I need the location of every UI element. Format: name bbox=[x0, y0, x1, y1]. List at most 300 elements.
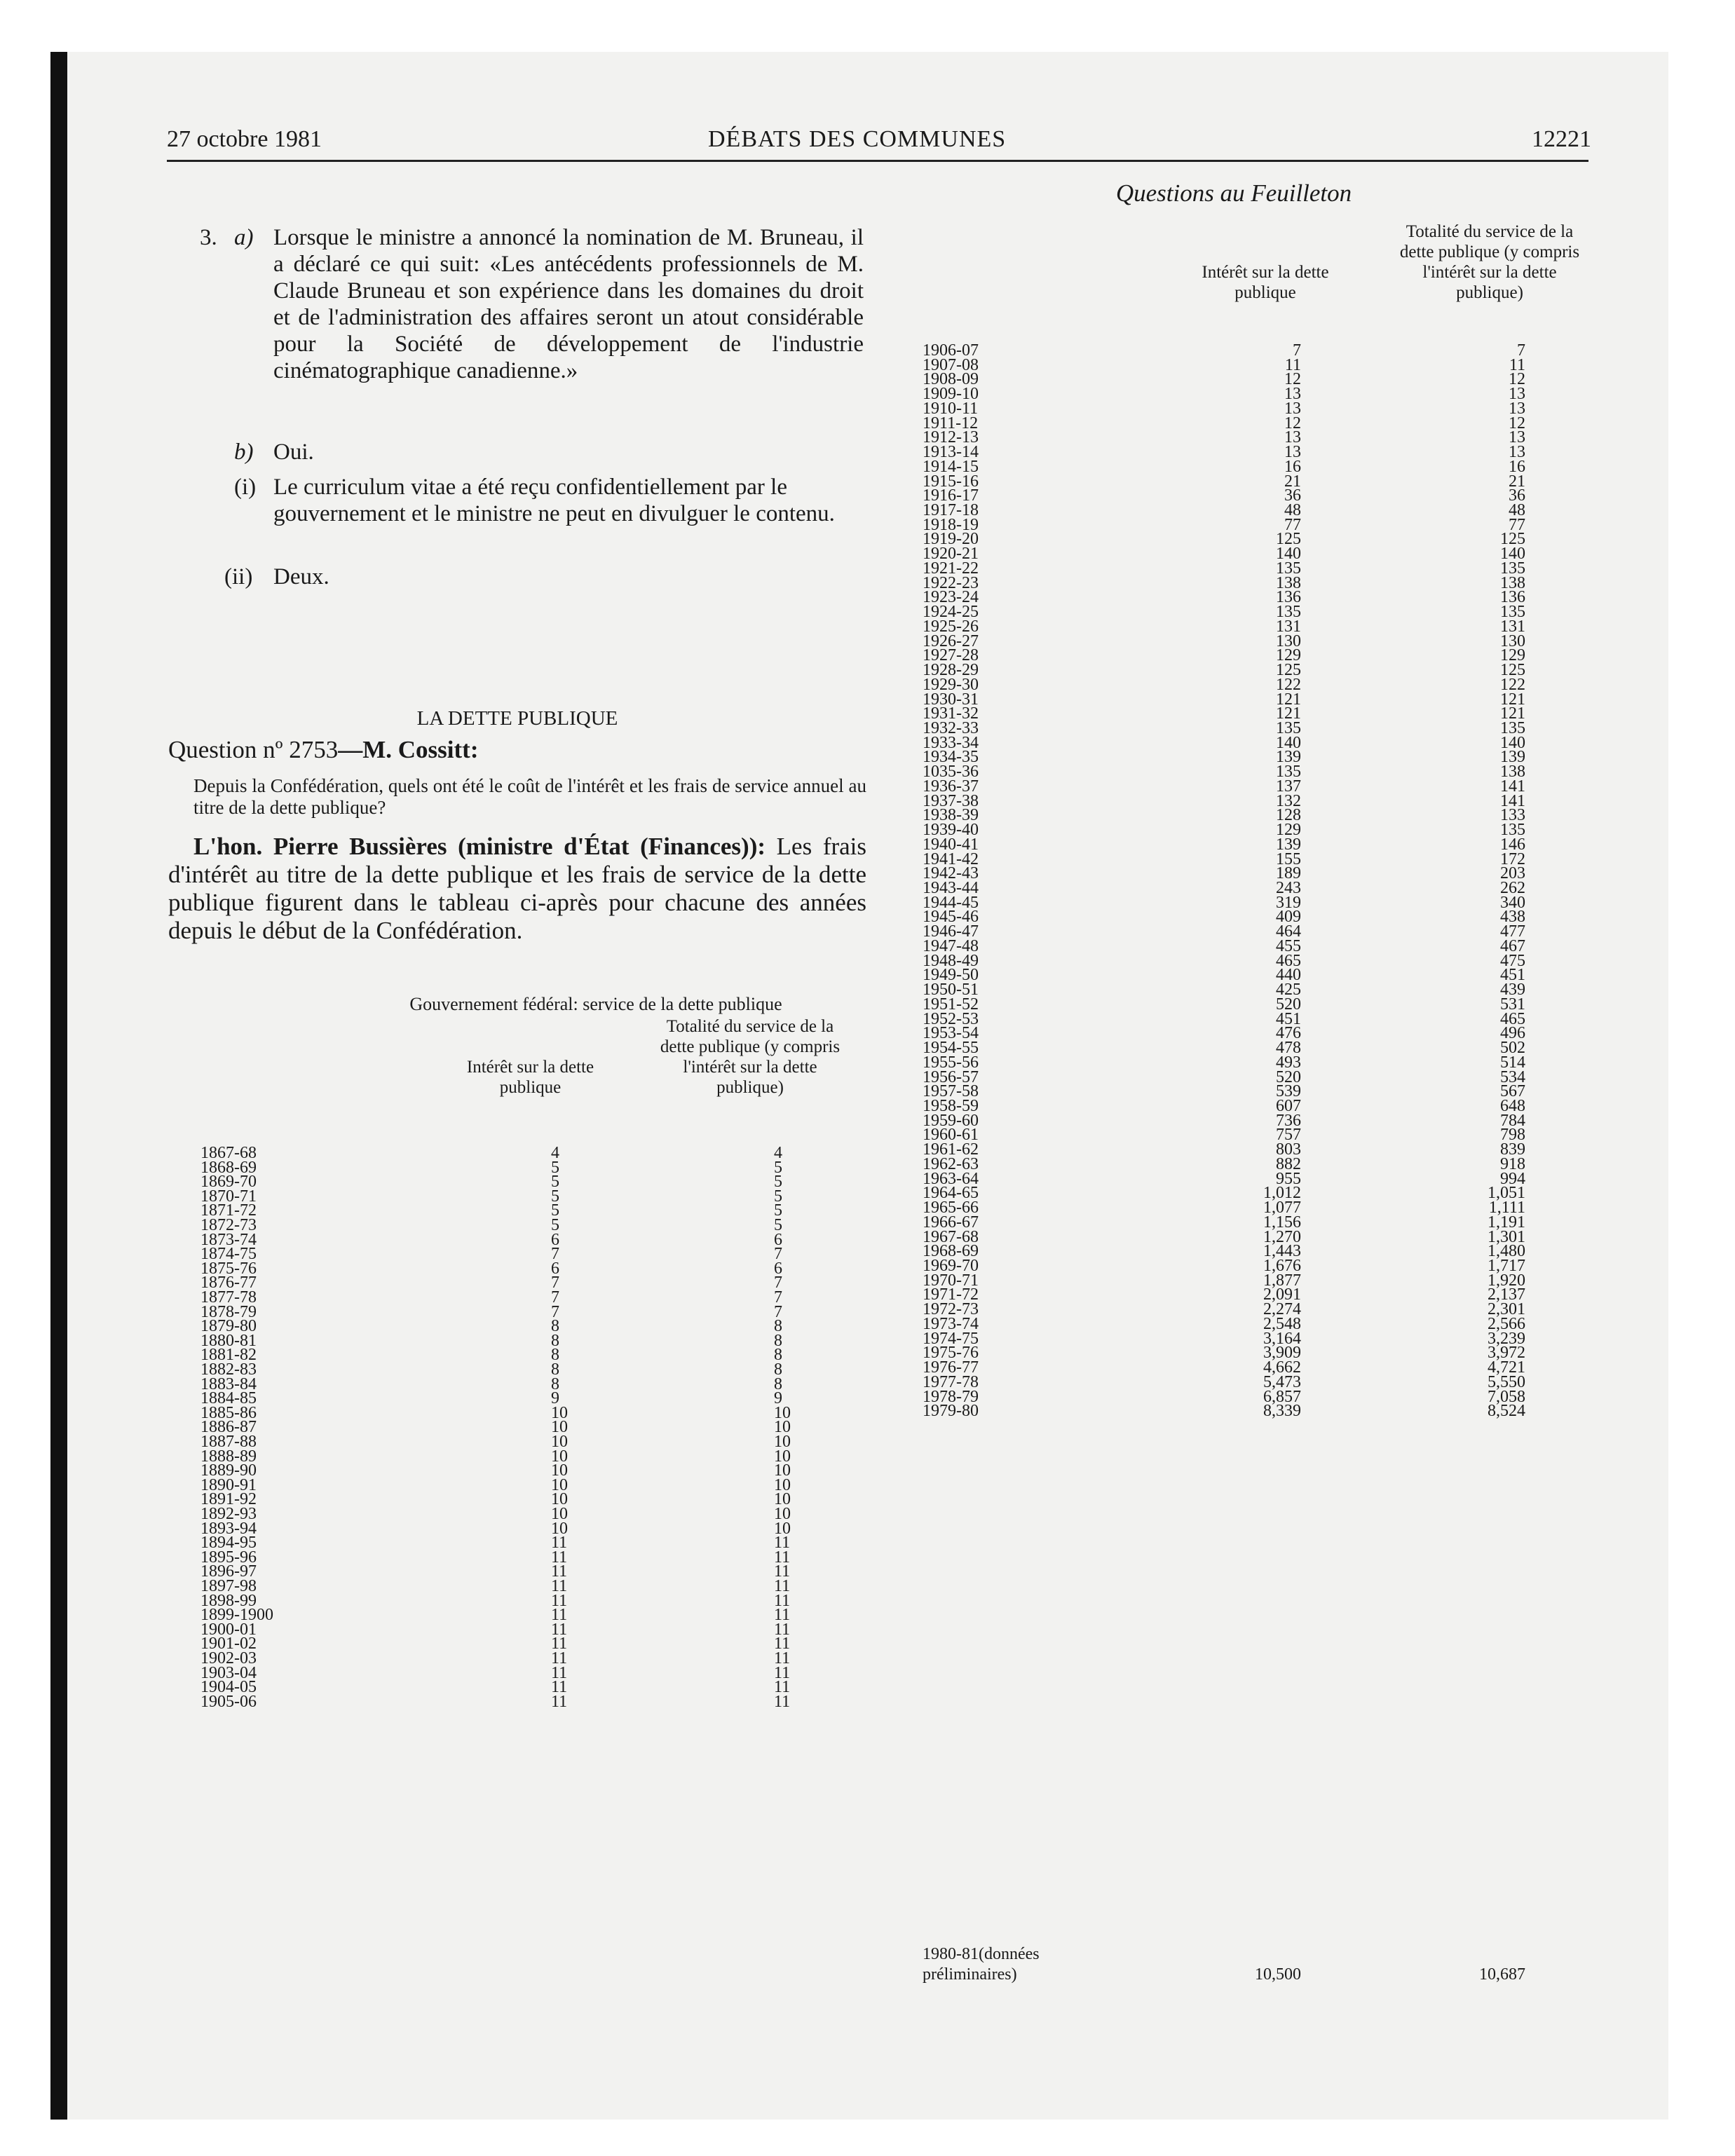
table-row bbox=[200, 1651, 831, 1665]
table-row bbox=[923, 486, 1553, 505]
table-row bbox=[923, 1344, 1553, 1363]
row-year: 1874-75 bbox=[200, 1245, 257, 1264]
table-row bbox=[923, 777, 1553, 796]
section-title: Questions au Feuilleton bbox=[1115, 179, 1352, 207]
table-row bbox=[200, 1302, 831, 1321]
row-total: 784 bbox=[1500, 1111, 1525, 1130]
row-year: 1946-47 bbox=[923, 922, 979, 941]
row-interest: 13 bbox=[1284, 399, 1301, 418]
row-total: 11 bbox=[774, 1577, 791, 1595]
row-total: 11 bbox=[774, 1562, 791, 1581]
row-year: 1938-39 bbox=[923, 806, 979, 825]
row-total: 3,972 bbox=[1488, 1344, 1525, 1363]
row-total: 10 bbox=[774, 1475, 791, 1494]
table-row bbox=[923, 457, 1553, 476]
left-col-header-total: Totalité du service de la dette publique (y compris l'intérêt sur la dette publique) bbox=[660, 1017, 841, 1097]
row-total: 135 bbox=[1500, 821, 1525, 840]
row-total: 531 bbox=[1500, 995, 1525, 1014]
table-row bbox=[923, 1067, 1553, 1086]
row-total: 10 bbox=[774, 1403, 791, 1422]
row-total: 3,239 bbox=[1488, 1329, 1525, 1348]
row-total: 7 bbox=[774, 1288, 782, 1306]
row-year: 1910-11 bbox=[923, 399, 979, 418]
table-row bbox=[923, 1169, 1553, 1188]
row-total: 13 bbox=[1509, 443, 1525, 462]
row-total: 11 bbox=[774, 1534, 791, 1553]
row-year: 1881-82 bbox=[200, 1346, 257, 1365]
row-year: 1875-76 bbox=[200, 1259, 257, 1278]
table-row bbox=[923, 852, 1553, 866]
table-row bbox=[923, 1053, 1553, 1072]
row-interest: 7 bbox=[1293, 341, 1301, 360]
table-caption: Gouvernement fédéral: service de la dette publique bbox=[409, 994, 782, 1014]
row-interest: 478 bbox=[1276, 1039, 1301, 1058]
question-member: —M. Cossitt: bbox=[338, 736, 479, 763]
row-year: 1903-04 bbox=[200, 1663, 257, 1682]
row-total: 10 bbox=[774, 1519, 791, 1538]
row-year: 1956-57 bbox=[923, 1067, 979, 1086]
table-row bbox=[923, 603, 1553, 622]
row-year: 1962-63 bbox=[923, 1154, 979, 1173]
table-row bbox=[923, 370, 1553, 389]
scan-border bbox=[50, 52, 67, 2120]
row-year: 1965-66 bbox=[923, 1199, 979, 1217]
row-total: 10 bbox=[774, 1461, 791, 1480]
row-interest: 1,156 bbox=[1263, 1213, 1301, 1231]
row-year: 1872-73 bbox=[200, 1216, 257, 1234]
row-year: 1937-38 bbox=[923, 791, 979, 810]
row-interest: 125 bbox=[1276, 661, 1301, 680]
row-interest: 10 bbox=[551, 1505, 568, 1523]
row-interest: 129 bbox=[1276, 821, 1301, 840]
row-interest: 455 bbox=[1276, 936, 1301, 955]
row-total: 262 bbox=[1500, 879, 1525, 897]
row-total: 8 bbox=[774, 1317, 782, 1336]
row-total: 136 bbox=[1500, 588, 1525, 607]
row-total: 10 bbox=[774, 1490, 791, 1509]
table-row bbox=[923, 385, 1553, 404]
row-year: 1966-67 bbox=[923, 1213, 979, 1231]
table-row bbox=[200, 1187, 831, 1206]
row-total: 12 bbox=[1509, 370, 1525, 389]
row-total: 9 bbox=[774, 1389, 782, 1408]
table-row bbox=[200, 1435, 831, 1449]
row-year: 1871-72 bbox=[200, 1201, 257, 1220]
row-interest: 21 bbox=[1284, 472, 1301, 491]
table-row bbox=[200, 1620, 831, 1639]
row-year: 1978-79 bbox=[923, 1387, 979, 1406]
row-year: 1904-05 bbox=[200, 1678, 257, 1697]
row-interest: 13 bbox=[1284, 385, 1301, 404]
row-total: 11 bbox=[774, 1692, 791, 1711]
row-total: 475 bbox=[1500, 951, 1525, 970]
row-year: 1902-03 bbox=[200, 1649, 257, 1667]
row-interest: 11 bbox=[1284, 355, 1301, 374]
row-total: 1,920 bbox=[1488, 1271, 1525, 1290]
row-total: 8,524 bbox=[1488, 1402, 1525, 1421]
row-year: 1884-85 bbox=[200, 1389, 257, 1408]
row-interest: 5,473 bbox=[1263, 1372, 1301, 1391]
table-row bbox=[923, 1024, 1553, 1043]
row-total: 139 bbox=[1500, 748, 1525, 767]
row-year: 1877-78 bbox=[200, 1288, 257, 1306]
question-number: Question nº 2753 bbox=[168, 736, 339, 763]
row-year: 1886-87 bbox=[200, 1418, 257, 1437]
row-total: 133 bbox=[1500, 806, 1525, 825]
header-title: DÉBATS DES COMMUNES bbox=[708, 126, 1007, 152]
table-row bbox=[200, 1317, 831, 1336]
row-total: 141 bbox=[1500, 791, 1525, 810]
table-row bbox=[200, 1146, 831, 1160]
row-interest: 130 bbox=[1276, 632, 1301, 650]
row-year: 1941-42 bbox=[923, 850, 979, 868]
table-row bbox=[923, 617, 1553, 636]
table-row bbox=[923, 806, 1553, 825]
row-interest: 12 bbox=[1284, 370, 1301, 389]
row-interest: 5 bbox=[551, 1158, 559, 1177]
row-interest: 155 bbox=[1276, 850, 1301, 868]
row-total: 465 bbox=[1500, 1009, 1525, 1028]
table-row bbox=[923, 646, 1553, 665]
row-total: 7 bbox=[774, 1274, 782, 1292]
row-total: 13 bbox=[1509, 428, 1525, 447]
row-total: 10 bbox=[774, 1447, 791, 1466]
row-interest: 135 bbox=[1276, 603, 1301, 622]
row-interest: 520 bbox=[1276, 1067, 1301, 1086]
row-year: 1949-50 bbox=[923, 966, 979, 985]
table-row bbox=[923, 966, 1553, 985]
answer-paragraph bbox=[168, 833, 866, 945]
table-row bbox=[923, 1227, 1553, 1246]
row-total: 5 bbox=[774, 1158, 782, 1177]
table-row bbox=[923, 1201, 1553, 1215]
table-row bbox=[923, 341, 1553, 360]
row-year: 1880-81 bbox=[200, 1331, 257, 1350]
row-total: 7 bbox=[774, 1302, 782, 1321]
table-row bbox=[923, 835, 1553, 854]
row-year: 1916-17 bbox=[923, 486, 979, 505]
row-interest: 10 bbox=[551, 1433, 568, 1451]
row-year: 1873-74 bbox=[200, 1230, 257, 1249]
row-year: 1970-71 bbox=[923, 1271, 979, 1290]
row-year: 1976-77 bbox=[923, 1358, 979, 1377]
row-interest: 122 bbox=[1276, 675, 1301, 694]
table-row bbox=[923, 1285, 1553, 1304]
table-row bbox=[923, 692, 1553, 707]
row-interest: 140 bbox=[1276, 733, 1301, 752]
row-year: 1888-89 bbox=[200, 1447, 257, 1466]
row-total: 11 bbox=[774, 1606, 791, 1625]
table-row bbox=[200, 1218, 831, 1232]
row-total: 5 bbox=[774, 1216, 782, 1234]
table-row bbox=[200, 1374, 831, 1393]
row-interest: 9 bbox=[551, 1389, 559, 1408]
row-year: 1894-95 bbox=[200, 1534, 257, 1553]
row-year: 1934-35 bbox=[923, 748, 979, 767]
row-year: 1926-27 bbox=[923, 632, 979, 650]
table-row bbox=[923, 1387, 1553, 1406]
row-interest: 8,339 bbox=[1263, 1402, 1301, 1421]
table-row bbox=[923, 416, 1553, 430]
row-interest: 139 bbox=[1276, 748, 1301, 767]
table-row bbox=[923, 1329, 1553, 1348]
table-row bbox=[923, 893, 1553, 912]
table-row bbox=[923, 1142, 1553, 1157]
row-year: 1906-07 bbox=[923, 341, 979, 360]
row-year: 1892-93 bbox=[200, 1505, 257, 1523]
row-interest: 11 bbox=[551, 1591, 568, 1610]
row-total: 4 bbox=[774, 1144, 782, 1162]
table-row-final bbox=[923, 1947, 1553, 1988]
row-interest: 451 bbox=[1276, 1009, 1301, 1028]
row-interest: 132 bbox=[1276, 791, 1301, 810]
table-row bbox=[200, 1276, 831, 1290]
table-row bbox=[200, 1360, 831, 1379]
row-year: 1977-78 bbox=[923, 1372, 979, 1391]
row-total: 439 bbox=[1500, 981, 1525, 999]
row-interest: 11 bbox=[551, 1577, 568, 1595]
row-total: 125 bbox=[1500, 530, 1525, 549]
row-year: 1870-71 bbox=[200, 1187, 257, 1206]
row-total: 567 bbox=[1500, 1082, 1525, 1101]
row-interest: 803 bbox=[1276, 1140, 1301, 1159]
row-total: 2,301 bbox=[1488, 1300, 1525, 1319]
table-row bbox=[200, 1418, 831, 1437]
row-interest: 138 bbox=[1276, 573, 1301, 592]
table-row bbox=[200, 1403, 831, 1422]
table-row bbox=[923, 821, 1553, 840]
row-total: 6 bbox=[774, 1230, 782, 1249]
row-interest: 10 bbox=[551, 1447, 568, 1466]
row-total: 1,191 bbox=[1488, 1213, 1525, 1231]
row-year: 1896-97 bbox=[200, 1562, 257, 1581]
row-year: 1909-10 bbox=[923, 385, 979, 404]
row-total: 48 bbox=[1509, 501, 1525, 520]
row-total: 141 bbox=[1500, 777, 1525, 796]
row-interest: 12 bbox=[1284, 414, 1301, 432]
row-year: 1885-86 bbox=[200, 1403, 257, 1422]
row-total: 138 bbox=[1500, 763, 1525, 782]
row-interest: 121 bbox=[1276, 704, 1301, 723]
row-interest: 5 bbox=[551, 1216, 559, 1234]
table-row bbox=[200, 1678, 831, 1697]
row-total: 122 bbox=[1500, 675, 1525, 694]
row-interest: 10 bbox=[551, 1519, 568, 1538]
table-row bbox=[923, 588, 1553, 607]
table-row bbox=[200, 1519, 831, 1538]
row-year: 1889-90 bbox=[200, 1461, 257, 1480]
row-interest: 8 bbox=[551, 1360, 559, 1379]
row-interest: 11 bbox=[551, 1649, 568, 1667]
table-row bbox=[923, 983, 1553, 997]
row-interest: 11 bbox=[551, 1692, 568, 1711]
table-row bbox=[923, 1215, 1553, 1229]
row-interest: 16 bbox=[1284, 457, 1301, 476]
table-row bbox=[923, 1314, 1553, 1333]
row-year: 1936-37 bbox=[923, 777, 979, 796]
table-row bbox=[923, 428, 1553, 447]
row-total: 8 bbox=[774, 1360, 782, 1379]
row-interest: 13 bbox=[1284, 443, 1301, 462]
row-year: 1929-30 bbox=[923, 675, 979, 694]
row-interest: 11 bbox=[551, 1606, 568, 1625]
answer-text: Les frais d'intérêt au titre de la dette publique et les frais de service de la dette publique figurent dans le tableau ci-après pour chacune des années depuis le début de la Confédération. bbox=[168, 833, 867, 944]
row-year: 1912-13 bbox=[923, 428, 979, 447]
table-row bbox=[923, 763, 1553, 782]
row-year: 1915-16 bbox=[923, 472, 979, 491]
row-interest: 736 bbox=[1276, 1111, 1301, 1130]
table-row bbox=[200, 1389, 831, 1408]
row-year: 1961-62 bbox=[923, 1140, 979, 1159]
row-total: 7 bbox=[774, 1245, 782, 1264]
table-row bbox=[923, 530, 1553, 549]
final-year-line1: 1980-81(données bbox=[923, 1945, 1040, 1963]
row-total: 13 bbox=[1509, 399, 1525, 418]
row-interest: 2,274 bbox=[1263, 1300, 1301, 1319]
row-total: 135 bbox=[1500, 603, 1525, 622]
row-year: 1901-02 bbox=[200, 1635, 257, 1653]
row-total: 121 bbox=[1500, 704, 1525, 723]
row-interest: 2,091 bbox=[1263, 1285, 1301, 1304]
row-year: 1958-59 bbox=[923, 1096, 979, 1115]
row-year: 1035-36 bbox=[923, 763, 979, 782]
table-row bbox=[923, 1096, 1553, 1115]
row-interest: 8 bbox=[551, 1331, 559, 1350]
table-row bbox=[923, 661, 1553, 680]
row-interest: 8 bbox=[551, 1346, 559, 1365]
row-total: 2,566 bbox=[1488, 1314, 1525, 1333]
row-year: 1895-96 bbox=[200, 1548, 257, 1567]
header-rule bbox=[167, 160, 1588, 162]
row-total: 438 bbox=[1500, 908, 1525, 927]
table-row bbox=[200, 1230, 831, 1249]
row-interest: 135 bbox=[1276, 559, 1301, 578]
row-interest: 10 bbox=[551, 1403, 568, 1422]
row-interest: 13 bbox=[1284, 428, 1301, 447]
row-year: 1911-12 bbox=[923, 414, 979, 432]
row-total: 6 bbox=[774, 1259, 782, 1278]
row-interest: 1,270 bbox=[1263, 1227, 1301, 1246]
table-row bbox=[923, 864, 1553, 883]
row-interest: 5 bbox=[551, 1201, 559, 1220]
row-year: 1942-43 bbox=[923, 864, 979, 883]
row-year: 1964-65 bbox=[923, 1184, 979, 1203]
row-interest: 5 bbox=[551, 1187, 559, 1206]
row-year: 1905-06 bbox=[200, 1692, 257, 1711]
row-year: 1963-64 bbox=[923, 1169, 979, 1188]
row-year: 1930-31 bbox=[923, 690, 979, 709]
table-row bbox=[923, 573, 1553, 592]
row-total: 11 bbox=[774, 1649, 791, 1667]
table-row bbox=[200, 1579, 831, 1593]
row-interest: 757 bbox=[1276, 1126, 1301, 1145]
row-total: 1,480 bbox=[1488, 1242, 1525, 1261]
row-total: 140 bbox=[1500, 733, 1525, 752]
row-year: 1887-88 bbox=[200, 1433, 257, 1451]
table-row bbox=[200, 1591, 831, 1610]
row-interest: 8 bbox=[551, 1317, 559, 1336]
row-year: 1944-45 bbox=[923, 893, 979, 912]
table-row bbox=[923, 501, 1553, 520]
table-row bbox=[923, 545, 1553, 564]
row-year: 1890-91 bbox=[200, 1475, 257, 1494]
row-total: 135 bbox=[1500, 718, 1525, 737]
table-row bbox=[923, 1300, 1553, 1319]
row-year: 1868-69 bbox=[200, 1158, 257, 1177]
row-year: 1957-58 bbox=[923, 1082, 979, 1101]
table-row bbox=[200, 1346, 831, 1365]
row-interest: 4,662 bbox=[1263, 1358, 1301, 1377]
row-interest: 131 bbox=[1276, 617, 1301, 636]
table-row bbox=[200, 1259, 831, 1278]
table-row bbox=[200, 1534, 831, 1553]
row-interest: 11 bbox=[551, 1534, 568, 1553]
row-interest: 440 bbox=[1276, 966, 1301, 985]
table-row bbox=[923, 733, 1553, 752]
page-number: 12221 bbox=[1532, 126, 1591, 152]
row-year: 1922-23 bbox=[923, 573, 979, 592]
row-year: 1973-74 bbox=[923, 1314, 979, 1333]
row-total: 10 bbox=[774, 1433, 791, 1451]
row-year: 1955-56 bbox=[923, 1053, 979, 1072]
row-year: 1967-68 bbox=[923, 1227, 979, 1246]
row-total: 11 bbox=[774, 1635, 791, 1653]
row-year: 1954-55 bbox=[923, 1039, 979, 1058]
row-interest: 135 bbox=[1276, 718, 1301, 737]
row-year: 1960-61 bbox=[923, 1126, 979, 1145]
table-row bbox=[923, 951, 1553, 970]
row-year: 1899-1900 bbox=[200, 1606, 273, 1625]
row-year: 1959-60 bbox=[923, 1111, 979, 1130]
row-year: 1927-28 bbox=[923, 646, 979, 665]
row-interest: 476 bbox=[1276, 1024, 1301, 1043]
row-total: 7,058 bbox=[1488, 1387, 1525, 1406]
row-interest: 10 bbox=[551, 1461, 568, 1480]
row-year: 1979-80 bbox=[923, 1402, 979, 1421]
row-total: 130 bbox=[1500, 632, 1525, 650]
row-total: 994 bbox=[1500, 1169, 1525, 1188]
row-interest: 955 bbox=[1276, 1169, 1301, 1188]
table-row bbox=[200, 1637, 831, 1651]
table-row bbox=[200, 1507, 831, 1521]
row-interest: 7 bbox=[551, 1245, 559, 1264]
table-row bbox=[923, 718, 1553, 737]
row-year: 1975-76 bbox=[923, 1344, 979, 1363]
row-total: 36 bbox=[1509, 486, 1525, 505]
row-interest: 121 bbox=[1276, 690, 1301, 709]
left-col-header-interest: Intérêt sur la dette publique bbox=[466, 1058, 594, 1097]
row-total: 534 bbox=[1500, 1067, 1525, 1086]
row-total: 8 bbox=[774, 1346, 782, 1365]
row-interest: 7 bbox=[551, 1288, 559, 1306]
table-row bbox=[923, 634, 1553, 648]
final-interest: 10,500 bbox=[1255, 1965, 1301, 1984]
row-total: 451 bbox=[1500, 966, 1525, 985]
row-year: 1972-73 bbox=[923, 1300, 979, 1319]
row-interest: 140 bbox=[1276, 545, 1301, 564]
row-interest: 7 bbox=[551, 1302, 559, 1321]
row-interest: 319 bbox=[1276, 893, 1301, 912]
row-year: 1878-79 bbox=[200, 1302, 257, 1321]
row-year: 1879-80 bbox=[200, 1317, 257, 1336]
table-row bbox=[200, 1548, 831, 1567]
row-total: 4,721 bbox=[1488, 1358, 1525, 1377]
row-interest: 1,077 bbox=[1263, 1199, 1301, 1217]
row-total: 138 bbox=[1500, 573, 1525, 592]
row-total: 1,111 bbox=[1488, 1199, 1525, 1217]
item-a-text: Lorsque le ministre a annoncé la nomination de M. Bruneau, il a déclaré ce qui suit: «Les antécédents professionnels de M. Claude Bruneau et son expérience dans les domaines du droit et de l'administration des affaires seront un atout considérable pour la Société de développement de l'industrie cinématographique canadienne.» bbox=[273, 225, 864, 383]
row-interest: 48 bbox=[1284, 501, 1301, 520]
